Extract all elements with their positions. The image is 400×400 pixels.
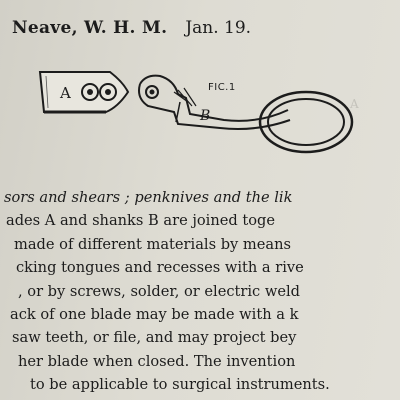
blade-a-drawing <box>40 72 128 112</box>
shank-label: B <box>200 108 211 124</box>
text-line: her blade when closed. The invention <box>18 352 296 370</box>
text-line: ack of one blade may be made with a k <box>10 305 299 323</box>
patent-description <box>0 186 400 397</box>
patent-figure <box>28 62 358 174</box>
text-line: made of different materials by means <box>14 235 291 253</box>
text-line: sors and shears ; penknives and the lik <box>4 189 293 206</box>
entry-date: Jan. 19. <box>185 18 252 38</box>
shank-b-drawing <box>139 76 352 152</box>
bleed-through-text: A <box>350 97 359 111</box>
blade-label: A <box>60 84 71 102</box>
figure-label: FIC.1 <box>208 82 236 93</box>
text-line: to be applicable to surgical instruments. <box>30 376 330 394</box>
entry-header <box>12 18 342 38</box>
text-line: saw teeth, or file, and may project bey <box>12 329 297 347</box>
text-line: cking tongues and recesses with a rive <box>16 259 304 277</box>
inventor-name: Neave, W. H. M. <box>12 18 168 38</box>
text-line: ades A and shanks B are joined toge <box>6 212 275 230</box>
text-line: , or by screws, solder, or electric weld <box>18 282 300 300</box>
